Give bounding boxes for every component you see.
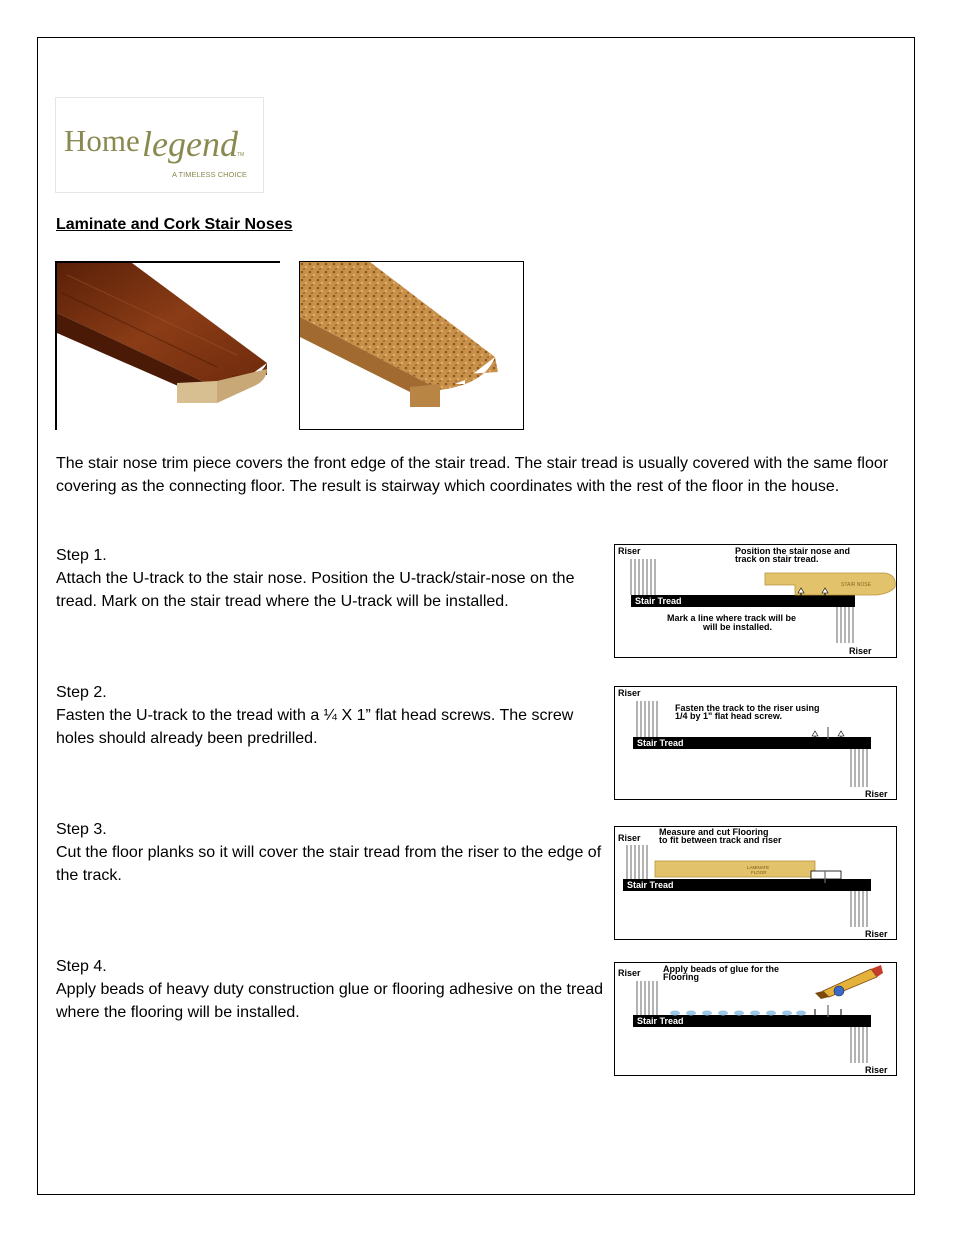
step-2-riser-bottom: Riser (865, 789, 888, 799)
step-3-tread-label: Stair Tread (627, 880, 674, 890)
step-3 (56, 818, 606, 887)
step-4-diagram (614, 962, 897, 1076)
step-2-tread-label: Stair Tread (637, 738, 684, 748)
step-3-riser-bottom: Riser (865, 929, 888, 939)
step-1-note-bottom-1: Mark a line where track will be (667, 613, 797, 623)
step-2-body: Fasten the U-track to the tread with a ¼ X 1” flat head screws. The screw holes should already been predrilled. (56, 707, 574, 747)
logo-home-text: Home (64, 123, 140, 158)
step-2-riser-top: Riser (618, 688, 641, 698)
intro-paragraph: The stair nose trim piece covers the front edge of the stair tread. The stair tread is usually covered with the same floor covering as the connecting floor. The result is stairway which coordinates with the rest of the floor in the house. (56, 455, 889, 495)
cork-stair-nose-image (299, 261, 524, 430)
logo-tagline: A TIMELESS CHOICE (172, 170, 247, 179)
step-4-note-top-1: Apply beads of glue for the (663, 964, 780, 974)
step-3-note-top-1: Measure and cut Flooring (659, 827, 769, 837)
step-1-body: Attach the U-track to the stair nose. Position the U-track/stair-nose on the tread. Mark on the stair tread where the U-track will be installed. (56, 570, 575, 610)
step-4-body: Apply beads of heavy duty construction glue or flooring adhesive on the tread where the flooring will be installed. (56, 981, 604, 1021)
step-3-title: Step 3. (56, 821, 107, 838)
step-1-riser-bottom: Riser (849, 646, 872, 656)
step-4-note-top-2: Flooring (663, 972, 699, 982)
page-heading: Laminate and Cork Stair Noses (56, 216, 293, 233)
step-1-title: Step 1. (56, 547, 107, 564)
step-2-note-top-1: Fasten the track to the riser using (675, 703, 820, 713)
step-1-note-top-2: track on stair tread. (735, 554, 819, 564)
home-legend-logo (55, 97, 264, 193)
logo-trademark: TM (237, 152, 245, 158)
step-3-note-top-2: to fit between track and riser (659, 835, 782, 845)
logo-legend-text: legend (142, 124, 238, 164)
step-2 (56, 681, 606, 750)
step-3-riser-top: Riser (618, 833, 641, 843)
step-3-diagram (614, 826, 897, 940)
step-2-title: Step 2. (56, 684, 107, 701)
step-3-plank-label-1: LAMINATE (747, 865, 770, 870)
step-4-title: Step 4. (56, 958, 107, 975)
step-4 (56, 955, 606, 1024)
step-1-tread-label: Stair Tread (635, 596, 682, 606)
step-4-tread-label: Stair Tread (637, 1016, 684, 1026)
step-1-riser-top: Riser (618, 546, 641, 556)
step-1-nose-label: STAIR NOSE (841, 582, 871, 588)
step-1-diagram (614, 544, 897, 658)
step-2-diagram (614, 686, 897, 800)
step-4-riser-top: Riser (618, 968, 641, 978)
glue-gun-icon (815, 965, 883, 999)
step-3-plank-label-2: FLOOR (751, 870, 767, 875)
step-1-note-top-1: Position the stair nose and (735, 546, 851, 556)
step-3-body: Cut the floor planks so it will cover the stair tread from the riser to the edge of the track. (56, 844, 602, 884)
step-2-note-top-2: 1/4 by 1" flat head screw. (675, 711, 782, 721)
step-1-note-bottom-2: will be installed. (703, 622, 773, 632)
step-4-riser-bottom: Riser (865, 1065, 888, 1075)
laminate-stair-nose-image (55, 261, 280, 430)
step-1 (56, 544, 606, 613)
